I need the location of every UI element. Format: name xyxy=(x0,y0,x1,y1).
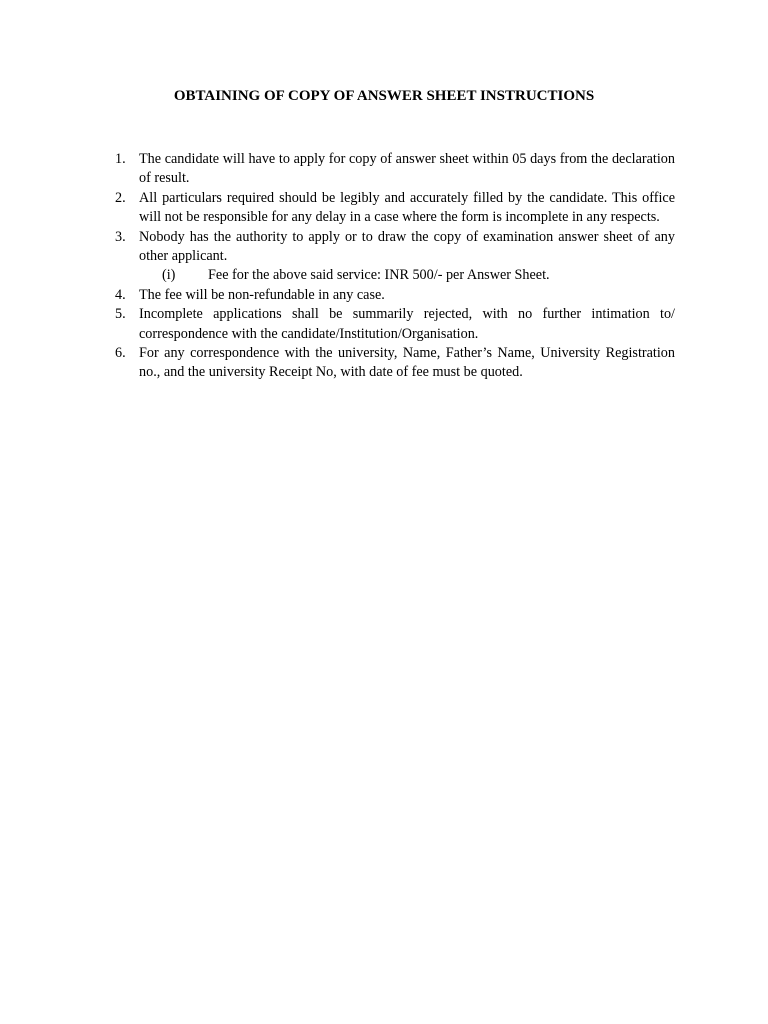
instruction-item-3 xyxy=(111,228,675,267)
instruction-item-1 xyxy=(111,150,675,189)
instruction-item-5 xyxy=(111,305,675,344)
instruction-item-6 xyxy=(111,344,675,383)
instruction-text: For any correspondence with the university, Name, Father’s Name, University Registration no., and the university Receipt No, with date of fee must be quoted. xyxy=(139,345,675,381)
instruction-subitem-number: (i) xyxy=(162,267,176,284)
instruction-text: Nobody has the authority to apply or to draw the copy of examination answer sheet of any other applicant. xyxy=(139,228,675,265)
instruction-text: The fee will be non-refundable in any case. xyxy=(139,286,385,303)
instruction-number: 1. xyxy=(115,151,126,167)
instruction-item-2 xyxy=(111,189,675,228)
instruction-text: Incomplete applications shall be summarily rejected, with no further intimation to/ correspondence with the candidate/Institution/Organisation. xyxy=(139,306,675,342)
document-title xyxy=(0,86,768,106)
instruction-list xyxy=(111,150,675,383)
instruction-item-4 xyxy=(111,286,675,305)
instruction-number: 6. xyxy=(115,345,126,362)
instruction-subitem-i xyxy=(111,266,675,285)
instruction-subitem-text: Fee for the above said service: INR 500/- per Answer Sheet. xyxy=(208,267,550,284)
instruction-number: 2. xyxy=(115,189,126,206)
instruction-number: 3. xyxy=(115,228,126,245)
document-title-text: OBTAINING OF COPY OF ANSWER SHEET INSTRUCTIONS xyxy=(173,88,595,104)
instruction-number: 5. xyxy=(115,306,126,323)
instruction-number: 4. xyxy=(115,286,126,303)
instruction-text: All particulars required should be legibly and accurately filled by the candidate. This office will not be responsible for any delay in a case where the form is incomplete in any respects. xyxy=(139,189,675,226)
instruction-text: The candidate will have to apply for copy of answer sheet within 05 days from the declaration of result. xyxy=(139,151,675,187)
